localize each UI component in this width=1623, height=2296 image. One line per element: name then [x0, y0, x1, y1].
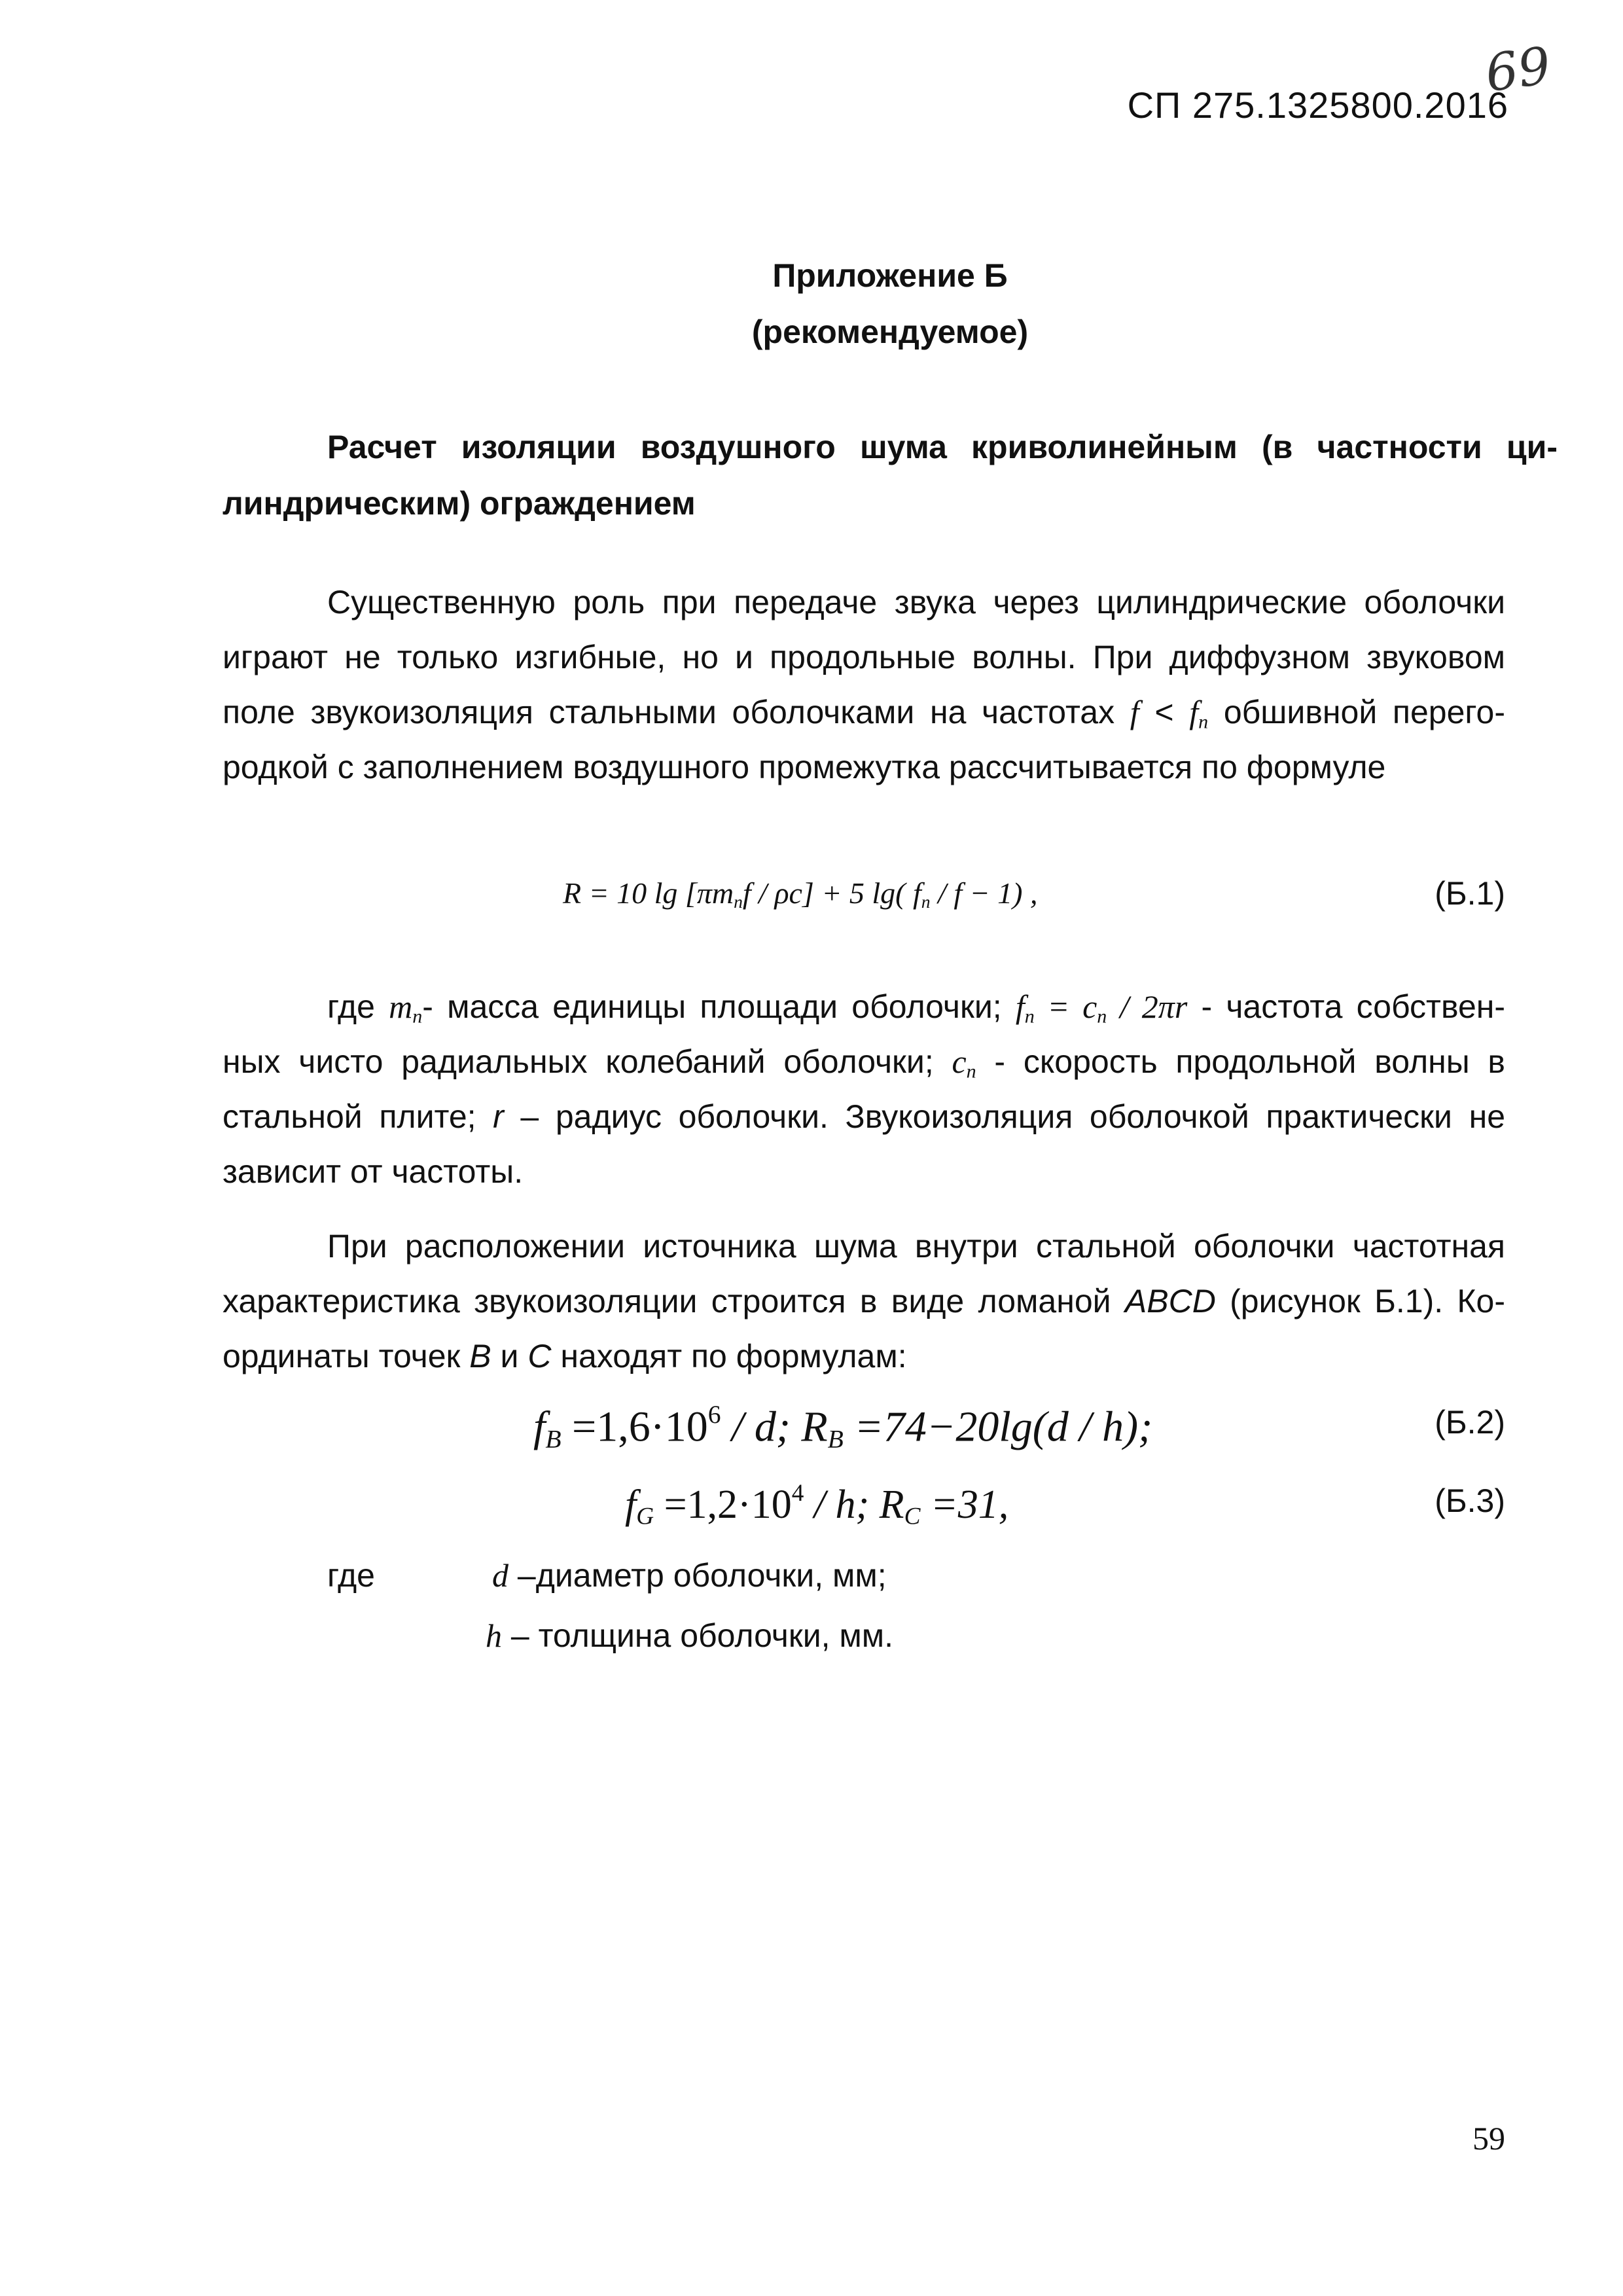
symbol-m: m [389, 988, 413, 1025]
subscript: п [1024, 1005, 1035, 1028]
equation-text: = c [1034, 988, 1097, 1025]
equation-text: f [625, 1482, 637, 1528]
superscript: 4 [791, 1480, 804, 1507]
equation-text: / d; R [721, 1403, 828, 1451]
text-run: находят по формулам: [551, 1338, 907, 1374]
paragraph-intro [223, 575, 1505, 795]
text-run: характеристика звукоизоляции строится в виде ломаной [223, 1283, 1125, 1319]
subscript: G [636, 1503, 654, 1530]
paragraph-line: При расположении источника шума внутри стальной оболочки частотная [327, 1228, 1505, 1265]
equation-number-b2: (Б.2) [1435, 1404, 1505, 1441]
symbol-f: f [1015, 988, 1025, 1025]
handwritten-page-number: 69 [1482, 36, 1555, 104]
equation-text: f [533, 1403, 546, 1451]
text-run: обшивной перего- [1208, 694, 1506, 730]
symbol-fn: f [1189, 694, 1199, 730]
subscript: B [545, 1424, 562, 1454]
subscript: п [921, 891, 931, 912]
definition-h [486, 1617, 893, 1655]
symbol-abcd: ABCD [1124, 1283, 1216, 1319]
text-run: стальной плите; [223, 1098, 493, 1135]
equation-text: R = 10 lg [πm [563, 876, 734, 910]
equation-text: / h; R [804, 1482, 904, 1528]
page-number: 59 [1472, 2120, 1505, 2157]
text-run: - частота собствен- [1187, 988, 1506, 1025]
equation-b2 [533, 1399, 1152, 1454]
paragraph-line [223, 685, 1505, 740]
where-label: где [327, 1557, 375, 1594]
equation-b1 [563, 876, 1038, 912]
symbol-r: r [493, 1098, 504, 1135]
paragraph-source-inside [223, 1219, 1505, 1384]
paragraph-line: зависит от частоты. [223, 1153, 524, 1190]
symbol-b: B [469, 1338, 491, 1374]
equation-text: =1,2·10 [654, 1482, 792, 1528]
symbol-h: h [486, 1617, 502, 1654]
paragraph-line: играют не только изгибные, но и продольные волны. При диффузном звуковом [223, 639, 1505, 675]
symbol-c: C [527, 1338, 552, 1374]
appendix-title: Приложение Б [772, 257, 1008, 294]
equation-text: =74−20lg(d / h); [843, 1403, 1153, 1451]
equation-b3 [625, 1479, 1008, 1530]
equation-number-b3: (Б.3) [1435, 1482, 1505, 1519]
equation-text: / f − 1) , [930, 876, 1038, 910]
paragraph-line: родкой с заполнением воздушного промежутка рассчитывается по формуле [223, 749, 1386, 785]
text-run: – толщина оболочки, мм. [502, 1617, 894, 1654]
text-run: ординаты точек [223, 1338, 470, 1374]
text-run: поле звукоизоляция стальными оболочками на частотах [223, 694, 1130, 730]
subscript: B [827, 1424, 844, 1454]
document-number: СП 275.1325800.2016 [1127, 84, 1508, 126]
definition-d [492, 1556, 887, 1594]
equation-number-b1: (Б.1) [1435, 875, 1505, 912]
text-run: где [327, 988, 389, 1025]
symbol-c: c [952, 1043, 967, 1080]
text-run: и [491, 1338, 528, 1374]
paragraph-line [223, 1089, 1505, 1144]
text-run: < [1139, 694, 1190, 730]
equation-text: =1,6·10 [561, 1403, 708, 1451]
text-run: ных чисто радиальных колебаний оболочки; [223, 1043, 952, 1080]
subscript: п [966, 1060, 976, 1083]
paragraph-line [223, 979, 1505, 1034]
subscript: C [904, 1503, 921, 1530]
equation-text: / 2πr [1107, 988, 1188, 1025]
text-run: - масса единицы площади оболочки; [422, 988, 1016, 1025]
subscript: п [1097, 1005, 1107, 1028]
text-run: – радиус оболочки. Звукоизоляция оболочкой практически не [503, 1098, 1506, 1135]
section-title-line-2: линдрическим) ограждением [223, 485, 696, 522]
subscript: п [734, 891, 743, 912]
section-title-line-1: Расчет изоляции воздушного шума криволинейным (в частности ци- [327, 429, 1558, 465]
section-title [223, 419, 1558, 531]
paragraph-line [223, 1274, 1505, 1329]
text-run: - скорость продольной волны в [976, 1043, 1505, 1080]
superscript: 6 [707, 1400, 721, 1429]
appendix-status: (рекомендуемое) [751, 314, 1029, 350]
paragraph-line: Существенную роль при передаче звука через цилиндрические оболочки [327, 584, 1505, 620]
subscript: п [1198, 711, 1209, 733]
equation-text: f / ρc] + 5 lg( f [742, 876, 921, 910]
paragraph-line [223, 1034, 1505, 1089]
symbol-f: f [1130, 694, 1139, 730]
text-run: (рисунок Б.1). Ко- [1215, 1283, 1506, 1319]
text-run: –диаметр оболочки, мм; [508, 1557, 887, 1594]
symbol-d: d [492, 1557, 508, 1594]
paragraph-line [223, 1329, 1505, 1384]
equation-text: =31, [920, 1482, 1009, 1528]
paragraph-definitions [223, 979, 1505, 1199]
subscript: п [412, 1005, 423, 1028]
